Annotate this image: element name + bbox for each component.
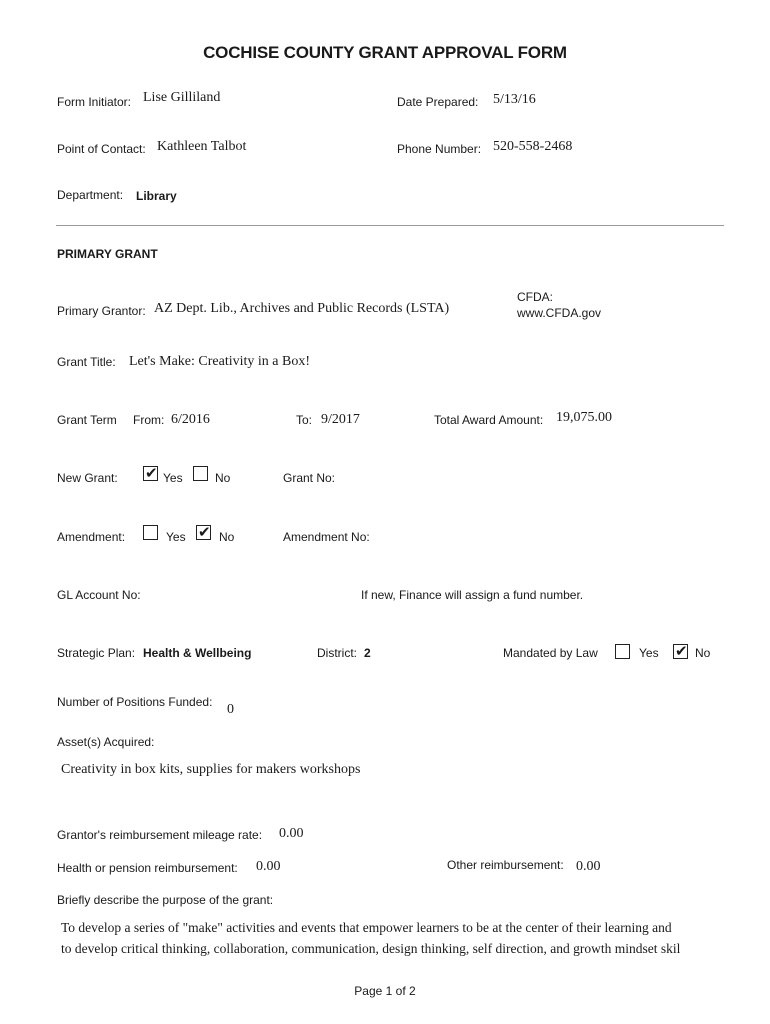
- grant-term-from-value: 6/2016: [171, 412, 210, 427]
- new-grant-yes-label: Yes: [163, 471, 183, 485]
- page-number: Page 1 of 2: [354, 984, 416, 998]
- cfda-label: CFDA:: [517, 290, 553, 304]
- other-reimbursement-value: 0.00: [576, 859, 601, 874]
- new-grant-label: New Grant:: [57, 471, 118, 485]
- grant-term-to-label: To:: [296, 413, 313, 427]
- other-reimbursement-label: Other reimbursement:: [447, 858, 564, 872]
- purpose-line-2: to develop critical thinking, collaboration, communication, design thinking, self direction, and growth mindset skil: [61, 941, 681, 956]
- mandated-no-checkbox[interactable]: [673, 644, 688, 659]
- district-value: 2: [364, 646, 371, 660]
- primary-grantor-value: AZ Dept. Lib., Archives and Public Records (LSTA): [154, 301, 450, 316]
- strategic-plan-value: Health & Wellbeing: [143, 646, 252, 660]
- purpose-line-1: To develop a series of "make" activities and events that empower learners to be at the center of their learning and: [61, 920, 672, 935]
- mandated-no-label: No: [695, 646, 711, 660]
- mandated-yes-checkbox[interactable]: [615, 644, 630, 659]
- section-heading: PRIMARY GRANT: [57, 247, 158, 261]
- health-pension-value: 0.00: [256, 859, 281, 874]
- phone-number-value: 520-558-2468: [493, 139, 573, 154]
- positions-funded-label: Number of Positions Funded:: [57, 695, 213, 709]
- amendment-yes-label: Yes: [166, 530, 186, 544]
- date-prepared-label: Date Prepared:: [397, 95, 479, 109]
- point-of-contact-value: Kathleen Talbot: [157, 139, 247, 154]
- new-grant-yes-checkbox[interactable]: [143, 466, 158, 481]
- strategic-plan-label: Strategic Plan:: [57, 646, 136, 660]
- check-icon: ✔: [145, 464, 158, 482]
- district-label: District:: [317, 646, 357, 660]
- section-divider: [56, 225, 724, 226]
- grant-term-label: Grant Term: [57, 413, 117, 427]
- mileage-rate-value: 0.00: [279, 826, 304, 841]
- assets-value: Creativity in box kits, supplies for makers workshops: [61, 762, 361, 777]
- check-icon: ✔: [198, 523, 211, 541]
- department-value: Library: [136, 189, 177, 203]
- total-award-value: 19,075.00: [556, 410, 612, 425]
- form-title: COCHISE COUNTY GRANT APPROVAL FORM: [203, 43, 567, 62]
- date-prepared-value: 5/13/16: [493, 92, 536, 107]
- grant-title-label: Grant Title:: [57, 355, 116, 369]
- check-icon: ✔: [675, 642, 688, 660]
- grant-term-to-value: 9/2017: [321, 412, 360, 427]
- new-grant-no-label: No: [215, 471, 231, 485]
- gl-account-label: GL Account No:: [57, 588, 141, 602]
- primary-grantor-label: Primary Grantor:: [57, 304, 146, 318]
- cfda-value: www.CFDA.gov: [517, 306, 602, 320]
- gl-account-note: If new, Finance will assign a fund number.: [361, 588, 584, 602]
- mandated-yes-label: Yes: [639, 646, 659, 660]
- new-grant-no-checkbox[interactable]: [193, 466, 208, 481]
- amendment-no-field-label: Amendment No:: [283, 530, 370, 544]
- department-label: Department:: [57, 188, 124, 202]
- assets-label: Asset(s) Acquired:: [57, 735, 155, 749]
- health-pension-label: Health or pension reimbursement:: [57, 861, 238, 875]
- amendment-no-checkbox[interactable]: [196, 525, 211, 540]
- mandated-label: Mandated by Law: [503, 646, 598, 660]
- grant-no-label: Grant No:: [283, 471, 336, 485]
- mileage-rate-label: Grantor's reimbursement mileage rate:: [57, 828, 263, 842]
- total-award-label: Total Award Amount:: [434, 413, 544, 427]
- positions-funded-value: 0: [227, 702, 234, 717]
- amendment-label: Amendment:: [57, 530, 126, 544]
- grant-term-from-label: From:: [133, 413, 165, 427]
- purpose-label: Briefly describe the purpose of the grant:: [57, 893, 274, 907]
- amendment-yes-checkbox[interactable]: [143, 525, 158, 540]
- phone-number-label: Phone Number:: [397, 142, 482, 156]
- form-initiator-label: Form Initiator:: [57, 95, 132, 109]
- amendment-no-label: No: [219, 530, 235, 544]
- grant-title-value: Let's Make: Creativity in a Box!: [129, 354, 310, 369]
- point-of-contact-label: Point of Contact:: [57, 142, 146, 156]
- form-initiator-value: Lise Gilliland: [143, 90, 221, 105]
